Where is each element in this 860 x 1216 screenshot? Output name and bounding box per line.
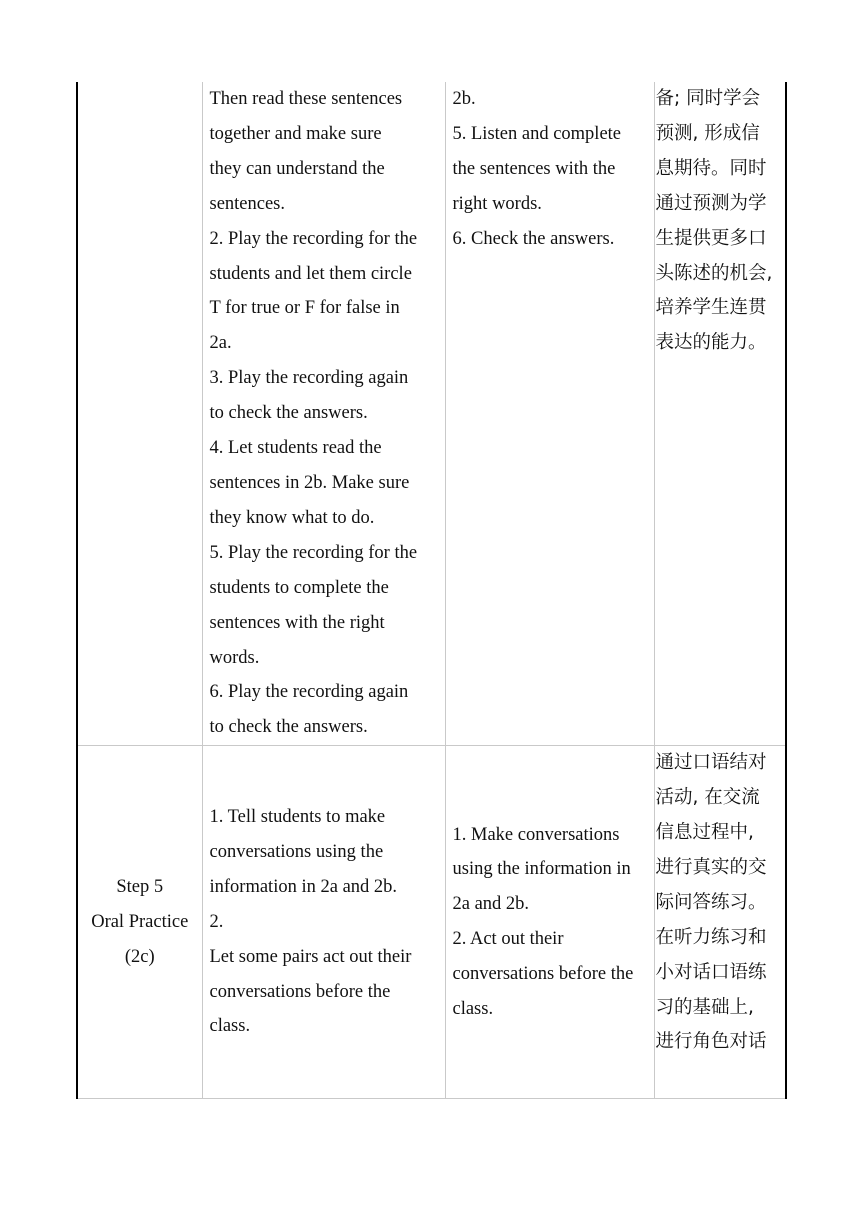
text-line: together and make sure — [209, 123, 382, 144]
text-line: 通过预测为学 — [655, 192, 767, 214]
text-line: 息期待。同时 — [655, 157, 767, 179]
text-line: Let some pairs act out their — [209, 946, 412, 967]
text-line: 1. Make conversations — [452, 824, 620, 845]
text-line: sentences with the right — [209, 612, 385, 633]
text-line: the sentences with the — [452, 158, 616, 179]
text-line: 通过口语结对 — [655, 752, 767, 774]
step-cell — [77, 82, 202, 746]
text-line: 2. Act out their — [452, 929, 564, 950]
text-line: conversations before the — [452, 964, 634, 985]
text-line: 6. Check the answers. — [452, 228, 615, 249]
text-line: 5. Listen and complete — [452, 123, 622, 144]
text-line: 在听力练习和 — [655, 926, 767, 948]
text-line: 习的基础上, — [655, 996, 754, 1018]
text-line: 2. — [209, 911, 224, 932]
teacher-activity-cell — [202, 746, 445, 1099]
text-line: using the information in — [452, 859, 631, 880]
text-line: Oral Practice — [91, 911, 189, 932]
text-line: 3. Play the recording again — [209, 368, 409, 389]
text-line: sentences. — [209, 193, 286, 214]
text-line: 备; 同时学会 — [655, 88, 761, 109]
text-line: 活动, 在交流 — [655, 787, 760, 809]
text-line: 进行真实的交 — [655, 856, 767, 878]
text-line: 进行角色对话 — [655, 1031, 767, 1053]
design-purpose-cell — [654, 82, 786, 746]
text-line: conversations before the — [209, 981, 391, 1002]
step-cell — [77, 746, 202, 1099]
text-line: 1. Tell students to make — [209, 807, 386, 828]
text-line: right words. — [452, 193, 542, 214]
table-row — [77, 82, 786, 746]
text-line: 2a and 2b. — [452, 894, 530, 915]
text-line: 2. Play the recording for the — [209, 228, 418, 249]
text-line: 表达的能力。 — [655, 332, 767, 354]
text-line: 5. Play the recording for the — [209, 542, 418, 563]
text-line: Then read these sentences — [209, 89, 403, 109]
text-line: conversations using the — [209, 841, 384, 862]
text-line: information in 2a and 2b. — [209, 876, 398, 897]
teacher-activity-cell — [202, 82, 445, 746]
text-line: to check the answers. — [209, 717, 368, 738]
text-line: sentences in 2b. Make sure — [209, 472, 410, 493]
text-line: students to complete the — [209, 577, 389, 598]
text-line: they can understand the — [209, 158, 385, 179]
text-line: 4. Let students read the — [209, 438, 382, 459]
text-line: class. — [452, 999, 494, 1020]
text-line: 小对话口语练 — [655, 961, 767, 983]
text-line: students and let them circle — [209, 263, 412, 284]
text-line: 际问答练习。 — [655, 891, 767, 913]
text-line: 信息过程中, — [655, 822, 754, 844]
student-activity-cell — [445, 746, 654, 1099]
text-line: T for true or F for false in — [209, 298, 400, 319]
text-line: (2c) — [124, 946, 155, 967]
text-line: 6. Play the recording again — [209, 682, 409, 703]
table-row — [77, 746, 786, 1099]
text-line: 2a. — [209, 333, 232, 354]
text-line: 预测, 形成信 — [655, 122, 760, 144]
text-line: 生提供更多口 — [655, 227, 767, 249]
text-line: to check the answers. — [209, 403, 368, 424]
text-line: class. — [209, 1016, 251, 1037]
text-line: 培养学生连贯 — [655, 297, 767, 319]
text-line: they know what to do. — [209, 507, 375, 528]
student-activity-cell — [445, 82, 654, 746]
text-line: 头陈述的机会, — [655, 262, 773, 284]
design-purpose-cell — [654, 746, 786, 1099]
text-line: 2b. — [452, 89, 476, 109]
text-line: Step 5 — [116, 876, 164, 897]
text-line: words. — [209, 647, 260, 668]
lesson-plan-table — [76, 82, 787, 1099]
